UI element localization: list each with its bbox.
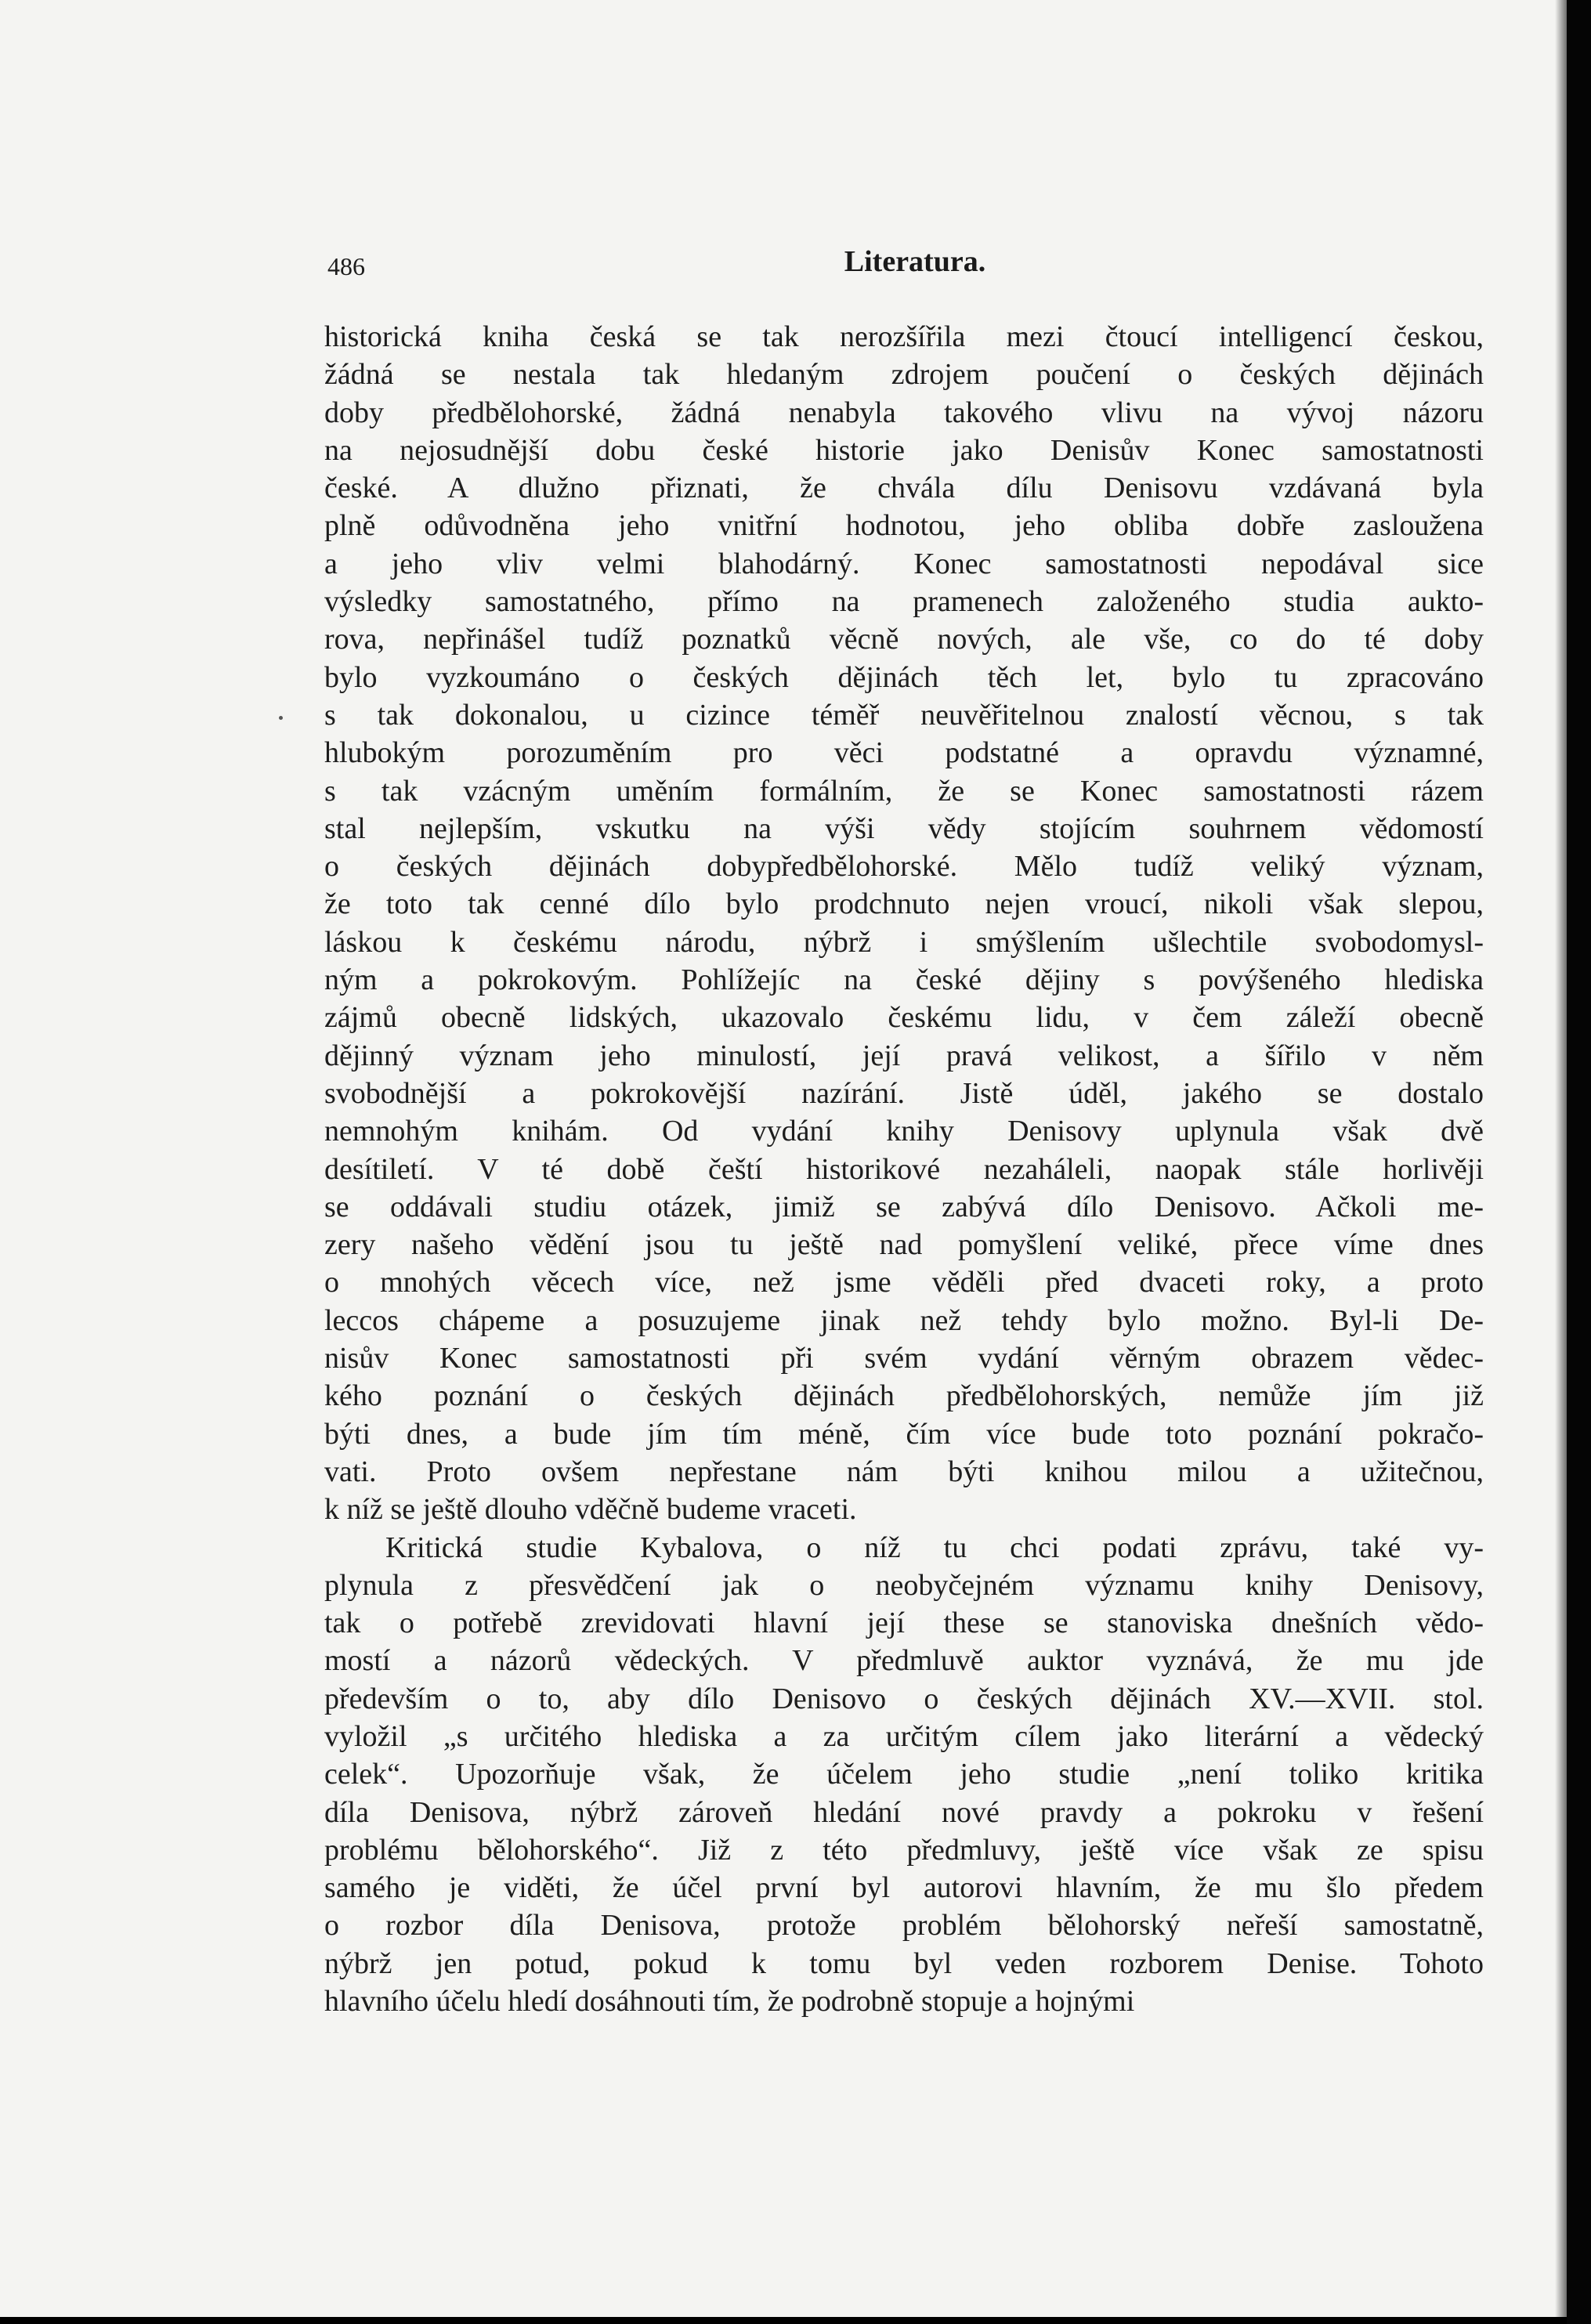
paragraph [324, 1529, 1484, 2021]
section-title: Literatura. [844, 245, 986, 278]
text-line: býti dnes, a bude jím tím méně, čím více bude toto poznání pokračo- [324, 1417, 1484, 1451]
text-line: Kritická studie Kybalova, o níž tu chci podati zprávu, také vy- [385, 1531, 1484, 1564]
running-head [327, 244, 1479, 288]
text-line: samého je viděti, že účel první byl autorovi hlavním, že mu šlo předem [324, 1871, 1484, 1905]
text-line: dějinný význam jeho minulostí, její pravá velikost, a šířilo v něm [324, 1039, 1484, 1072]
text-line: nisův Konec samostatnosti při svém vydání věrným obrazem vědec- [324, 1342, 1484, 1375]
text-line: se oddávali studiu otázek, jimiž se zabývá dílo Denisovo. Ačkoli me- [324, 1190, 1484, 1223]
text-line: o mnohých věcech více, než jsme věděli před dvaceti roky, a proto [324, 1266, 1484, 1299]
text-line: zájmů obecně lidských, ukazovalo českému lidu, v čem záleží obecně [324, 1001, 1484, 1035]
text-line: desítiletí. V té době čeští historikové nezaháleli, naopak stále horlivěji [324, 1152, 1484, 1186]
text-line: s tak dokonalou, u cizince téměř neuvěřitelnou znalostí věcnou, s tak [324, 698, 1484, 732]
text-line: plynula z přesvědčení jak o neobyčejném významu knihy Denisovy, [324, 1568, 1484, 1602]
text-line: celek“. Upozorňuje však, že účelem jeho studie „není toliko kritika [324, 1758, 1484, 1791]
text-line: zery našeho vědění jsou tu ještě nad pomyšlení veliké, přece víme dnes [324, 1228, 1484, 1262]
scan-border [1567, 0, 1591, 2324]
text-line: rova, nepřinášel tudíž poznatků věcně nových, ale vše, co do té doby [324, 623, 1484, 656]
text-line: především o to, aby dílo Denisovo o českých dějinách XV.—XVII. stol. [324, 1682, 1484, 1715]
text-line: historická kniha česká se tak nerozšířila mezi čtoucí intelligencí českou, [324, 320, 1484, 353]
text-line: díla Denisova, nýbrž zároveň hledání nové pravdy a pokroku v řešení [324, 1795, 1484, 1829]
text-line: láskou k českému národu, nýbrž i smýšlením ušlechtile svobodomysl- [324, 925, 1484, 959]
text-line: žádná se nestala tak hledaným zdrojem poučení o českých dějinách [324, 358, 1484, 392]
text-line: s tak vzácným uměním formálním, že se Konec samostatnosti rázem [324, 774, 1484, 808]
text-line: ným a pokrokovým. Pohlížejíc na české dějiny s povýšeného hlediska [324, 963, 1484, 997]
text-line: nýbrž jen potud, pokud k tomu byl veden rozborem Denise. Tohoto [324, 1946, 1484, 1980]
text-line: české. A dlužno přiznati, že chvála dílu Denisovu vzdávaná byla [324, 472, 1484, 505]
text-line: bylo vyzkoumáno o českých dějinách těch let, bylo tu zpracováno [324, 660, 1484, 694]
text-line: plně odůvodněna jeho vnitřní hodnotou, jeho obliba dobře zasloužena [324, 509, 1484, 543]
text-line: leccos chápeme a posuzujeme jinak než tehdy bylo možno. Byl-li De- [324, 1303, 1484, 1337]
text-line: vati. Proto ovšem nepřestane nám býti knihou milou a užitečnou, [324, 1455, 1484, 1488]
text-line: že toto tak cenné dílo bylo prodchnuto nejen vroucí, nikoli však slepou, [324, 887, 1484, 921]
text-line: stal nejlepším, vskutku na výši vědy stojícím souhrnem vědomostí [324, 811, 1484, 845]
scan-speck [279, 716, 283, 720]
body-text [324, 318, 1484, 2020]
text-line: výsledky samostatného, přímo na pramenech založeného studia aukto- [324, 585, 1484, 619]
paragraph [324, 318, 1484, 1529]
page-edge-shadow [1555, 0, 1567, 2317]
text-line: o rozbor díla Denisova, protože problém bělohorský neřeší samostatně, [324, 1909, 1484, 1943]
text-line: doby předbělohorské, žádná nenabyla takového vlivu na vývoj názoru [324, 396, 1484, 429]
text-line: problému bělohorského“. Již z této předmluvy, ještě více však ze spisu [324, 1833, 1484, 1867]
text-line: hlavního účelu hledí dosáhnouti tím, že podrobně stopuje a hojnými [324, 1985, 1135, 2019]
text-line: vyložil „s určitého hlediska a za určitým cílem jako literární a vědecký [324, 1719, 1484, 1753]
text-line: k níž se ještě dlouho vděčně budeme vraceti. [324, 1493, 857, 1527]
text-line: kého poznání o českých dějinách předbělohorských, nemůže jím již [324, 1379, 1484, 1413]
text-line: tak o potřebě zrevidovati hlavní její these se stanoviska dnešních vědo- [324, 1607, 1484, 1640]
text-line: a jeho vliv velmi blahodárný. Konec samostatnosti nepodával sice [324, 547, 1484, 580]
text-line: mostí a názorů vědeckých. V předmluvě auktor vyznává, že mu jde [324, 1644, 1484, 1678]
text-line: hlubokým porozuměním pro věci podstatné a opravdu významné, [324, 736, 1484, 770]
text-line: na nejosudnější dobu české historie jako Denisův Konec samostatnosti [324, 433, 1484, 467]
text-line: svobodnější a pokrokovější nazírání. Jistě úděl, jakého se dostalo [324, 1076, 1484, 1110]
page-number: 486 [327, 252, 365, 280]
text-line: nemnohým knihám. Od vydání knihy Denisovy uplynula však dvě [324, 1115, 1484, 1148]
text-line: o českých dějinách dobypředbělohorské. Mělo tudíž veliký význam, [324, 850, 1484, 884]
